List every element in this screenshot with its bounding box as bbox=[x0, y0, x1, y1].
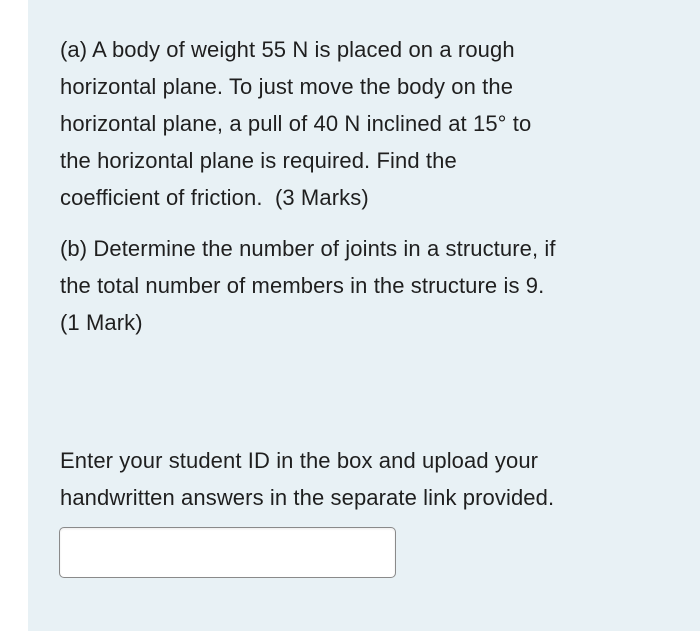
question-b-text bbox=[60, 230, 660, 341]
instructions-text bbox=[60, 442, 660, 516]
question-b-line: the total number of members in the structure is 9. bbox=[60, 273, 545, 298]
question-b-line: (b) Determine the number of joints in a structure, if bbox=[60, 236, 556, 261]
question-a-line: horizontal plane. To just move the body on the bbox=[60, 74, 514, 99]
question-a-line: coefficient of friction. (3 Marks) bbox=[60, 185, 369, 210]
question-a-text bbox=[60, 31, 660, 216]
question-a-line: horizontal plane, a pull of 40 N inclined at 15° to bbox=[60, 111, 532, 136]
instructions-line: handwritten answers in the separate link provided. bbox=[60, 485, 555, 510]
question-a-line: (a) A body of weight 55 N is placed on a rough bbox=[60, 37, 515, 62]
question-a-line: the horizontal plane is required. Find the bbox=[60, 148, 457, 173]
question-b-line: (1 Mark) bbox=[60, 310, 143, 335]
instructions-line: Enter your student ID in the box and upload your bbox=[60, 448, 539, 473]
student-id-input[interactable] bbox=[59, 527, 396, 578]
